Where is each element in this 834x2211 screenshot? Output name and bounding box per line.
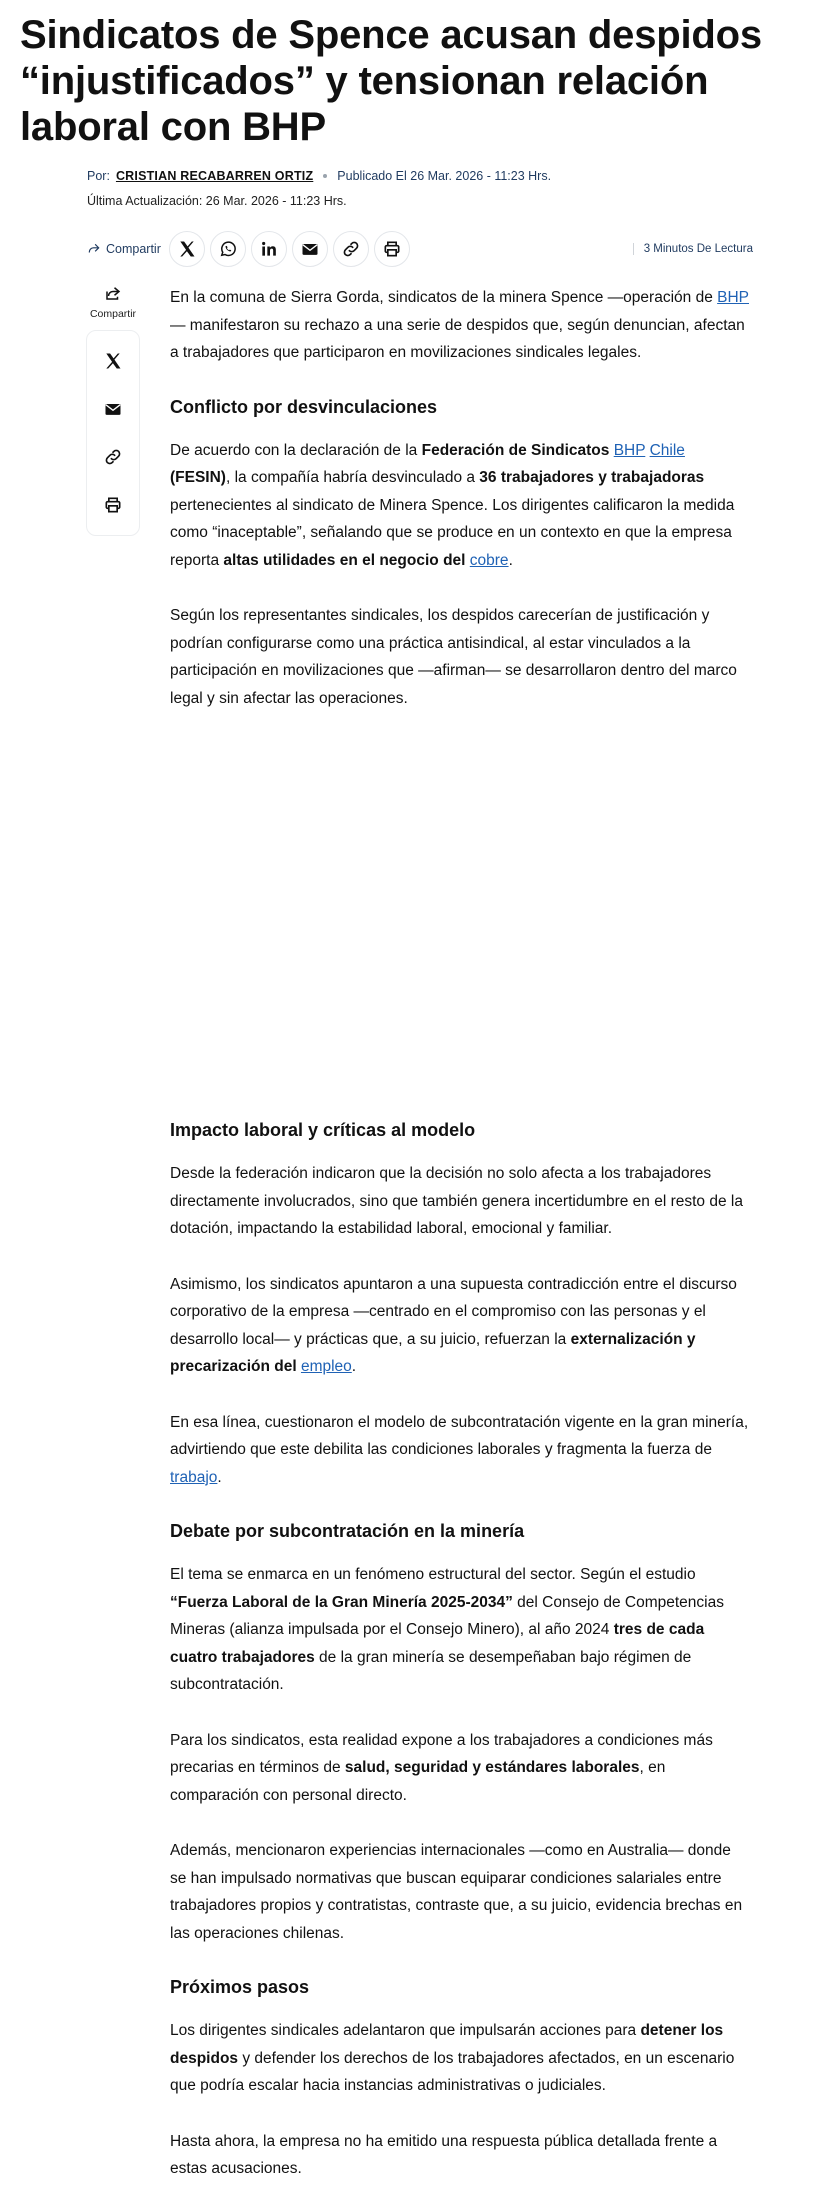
share-rail <box>86 284 140 536</box>
paragraph-justificacion: Según los representantes sindicales, los despidos carecerían de justificación y podrían configurarse como una práctica antisindical, al estar vinculados a la participación en movilizaciones que —afirman— se desarrollaron dentro del marco legal y sin afectar las operaciones. <box>170 607 737 707</box>
rail-print-button[interactable] <box>87 481 139 529</box>
section-heading-proximos: Próximos pasos <box>170 1977 310 1997</box>
share-label: Compartir <box>106 242 161 256</box>
section-heading-debate: Debate por subcontratación en la minería <box>170 1521 525 1541</box>
x-icon <box>103 351 123 371</box>
trabajo-link[interactable]: trabajo <box>170 1468 218 1486</box>
published-date: Publicado El 26 Mar. 2026 - 11:23 Hrs. <box>337 169 552 183</box>
whatsapp-icon <box>218 239 238 259</box>
chile-link[interactable]: Chile <box>649 441 685 459</box>
paragraph-contradiccion: Asimismo, los sindicatos apuntaron a una supuesta contradicción entre el discurso corporativo de la empresa —centrado en el compromiso con las personas y el desarrollo local— y prácticas que, a su juicio, refuerzan la externalización y precarización del empleo. <box>170 1275 737 1375</box>
linkedin-icon <box>259 239 279 259</box>
author-link[interactable]: CRISTIAN RECABARREN ORTIZ <box>115 169 314 183</box>
paragraph-subcontratacion: En esa línea, cuestionaron el modelo de subcontratación vigente en la gran minería, advirtiendo que este debilita las condiciones laborales y fragmenta la fuerza de trabajo. <box>170 1413 749 1486</box>
section-heading-conflicto: Conflicto por desvinculaciones <box>170 396 438 417</box>
cobre-link[interactable]: cobre <box>469 551 509 569</box>
share-linkedin-button[interactable] <box>251 231 287 267</box>
empleo-link[interactable]: empleo <box>300 1358 352 1375</box>
paragraph-estudio: El tema se enmarca en un fenómeno estructural del sector. Según el estudio “Fuerza Laboral de la Gran Minería 2025-2034” del Consejo de Competencias Mineras (alianza impulsada por el Consejo Minero), al año 2024 tres de cada cuatro trabajadores de la gran minería se desempeñaban bajo régimen de subcontratación. <box>170 1566 724 1693</box>
rail-share-button[interactable] <box>86 284 140 320</box>
byline <box>87 169 551 183</box>
separator-dot <box>323 174 327 178</box>
print-icon <box>382 239 402 259</box>
copy-link-button[interactable] <box>333 231 369 267</box>
article-title: Sindicatos de Spence acusan despidos “injustificados” y tensionan relación laboral con BHP <box>20 13 762 149</box>
rail-icon-group <box>86 330 140 536</box>
share-bar <box>87 230 753 268</box>
rail-share-label: Compartir <box>89 308 137 320</box>
share-icon <box>87 242 101 256</box>
rail-email-button[interactable] <box>87 385 139 433</box>
share-icon <box>104 284 122 302</box>
print-icon <box>103 495 123 515</box>
bhp-link[interactable]: BHP <box>613 441 646 459</box>
paragraph-federacion: Desde la federación indicaron que la decisión no solo afecta a los trabajadores directamente involucrados, sino que también genera incertidumbre en el resto de la dotación, impactando la estabilidad laboral, emocional y familiar. <box>170 1165 743 1237</box>
x-icon <box>177 239 197 259</box>
updated-date: Última Actualización: 26 Mar. 2026 - 11:23 Hrs. <box>87 194 347 208</box>
share-button[interactable] <box>87 242 161 256</box>
paragraph-intro: En la comuna de Sierra Gorda, sindicatos de la minera Spence —operación de BHP— manifestaron su rechazo a una serie de despidos que, según denuncian, afectan a trabajadores que participaron en movilizaciones sindicales legales. <box>170 289 749 361</box>
share-email-button[interactable] <box>292 231 328 267</box>
link-icon <box>103 447 123 467</box>
paragraph-acciones: Los dirigentes sindicales adelantaron que impulsarán acciones para detener los despidos y defender los derechos de los trabajadores afectados, en un escenario que podría escalar hacia instancias administrativas o judiciales. <box>170 2022 735 2094</box>
paragraph-precarias: Para los sindicatos, esta realidad expone a los trabajadores a condiciones más precarias en términos de salud, seguridad y estándares laborales, en comparación con personal directo. <box>170 1731 713 1804</box>
paragraph-respuesta: Hasta ahora, la empresa no ha emitido una respuesta pública detallada frente a estas acusaciones. <box>170 2132 718 2177</box>
email-icon <box>300 239 320 259</box>
rail-x-button[interactable] <box>87 337 139 385</box>
print-button[interactable] <box>374 231 410 267</box>
link-icon <box>341 239 361 259</box>
article-body <box>170 284 750 2211</box>
section-heading-impacto: Impacto laboral y críticas al modelo <box>170 1120 476 1140</box>
share-whatsapp-button[interactable] <box>210 231 246 267</box>
paragraph-fesin: De acuerdo con la declaración de la Federación de Sindicatos BHP Chile (FESIN), la compañía habría desvinculado a 36 trabajadores y trabajadoras pertenecientes al sindicato de Minera Spence. Los dirigentes calificaron la medida como “inaceptable”, señalando que se produce en un contexto en que la empresa reporta altas utilidades en el negocio del cobre. <box>170 441 735 569</box>
bhp-link[interactable]: BHP <box>717 289 749 306</box>
ad-space <box>170 740 750 1118</box>
byline-prefix: Por: <box>87 169 110 183</box>
rail-copy-link-button[interactable] <box>87 433 139 481</box>
read-time: 3 Minutos De Lectura <box>633 243 753 255</box>
share-x-button[interactable] <box>169 231 205 267</box>
paragraph-internacional: Además, mencionaron experiencias internacionales —como en Australia— donde se han impulsado normativas que buscan equiparar condiciones salariales entre trabajadores propios y contratistas, contraste que, a su juicio, evidencia brechas en las operaciones chilenas. <box>170 1842 743 1942</box>
email-icon <box>103 399 123 419</box>
